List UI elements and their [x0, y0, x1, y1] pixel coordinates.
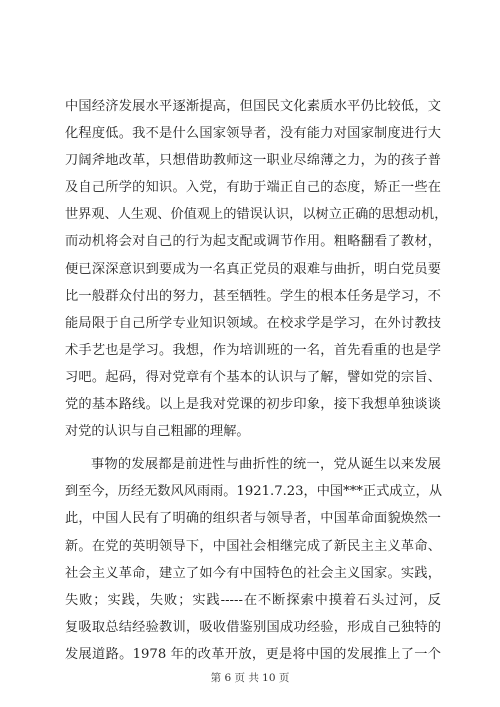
text-line: 习吧。起码，得对党章有个基本的认识与了解，譬如党的宗旨、 — [65, 369, 441, 385]
text-line: 而动机将会对自己的行为起支配或调节作用。粗略翻看了教材， — [65, 234, 441, 250]
text-line: 党的基本路线。以上是我对党课的初步印象，接下我想单独谈谈 — [65, 397, 441, 413]
text-line: 及自己所学的知识。入党，有助于端正自己的态度，矫正一些在 — [65, 180, 441, 196]
text-line: 便已深深意识到要成为一名真正党员的艰难与曲折，明白党员要 — [65, 261, 441, 277]
text-line: 失败；实践，失败；实践-----在不断探索中摸着石头过河，反 — [65, 592, 441, 608]
text-line: 对党的认识与自己粗鄙的理解。 — [65, 424, 250, 440]
text-line: 刀阔斧地改革，只想借助教师这一职业尽绵薄之力，为的孩子普 — [65, 153, 441, 169]
paragraph-1 — [65, 93, 448, 445]
paragraph-2 — [65, 451, 441, 668]
text-line: 中国经济发展水平逐渐提高，但国民文化素质水平仍比较低，文 — [65, 99, 441, 114]
text-line: 到至今，历经无数风风雨雨。1921.7.23，中国***正式成立，从 — [65, 484, 443, 500]
text-line: 术手艺也是学习。我想，作为培训班的一名，首先看重的也是学 — [65, 342, 441, 358]
text-line: 比一般群众付出的努力，甚至牺牲。学生的根本任务是学习，不 — [65, 288, 441, 304]
text-line: 新。在党的英明领导下，中国社会相继完成了新民主主义革命、 — [65, 538, 441, 554]
text-line: 复吸取总结经验教训，吸收借鉴别国成功经验，形成自己独特的 — [65, 619, 441, 635]
text-line: 此，中国人民有了明确的组织者与领导者，中国革命面貌焕然一 — [65, 511, 441, 527]
text-line: 事物的发展都是前进性与曲折性的统一，党从诞生以来发展 — [91, 457, 441, 473]
text-line: 发展道路。1978 年的改革开放，更是将中国的发展推上了一个 — [65, 646, 441, 662]
text-line: 社会主义革命，建立了如今有中国特色的社会主义国家。实践， — [65, 565, 441, 581]
page-footer: 第 6 页 共 10 页 — [210, 672, 290, 684]
text-line: 能局限于自己所学专业知识领域。在校求学是学习，在外讨教技 — [65, 315, 441, 331]
text-line: 化程度低。我不是什么国家领导者，没有能力对国家制度进行大 — [65, 126, 441, 142]
text-line: 世界观、人生观、价值观上的错误认识，以树立正确的思想动机， — [65, 207, 448, 223]
document-body — [65, 93, 448, 668]
